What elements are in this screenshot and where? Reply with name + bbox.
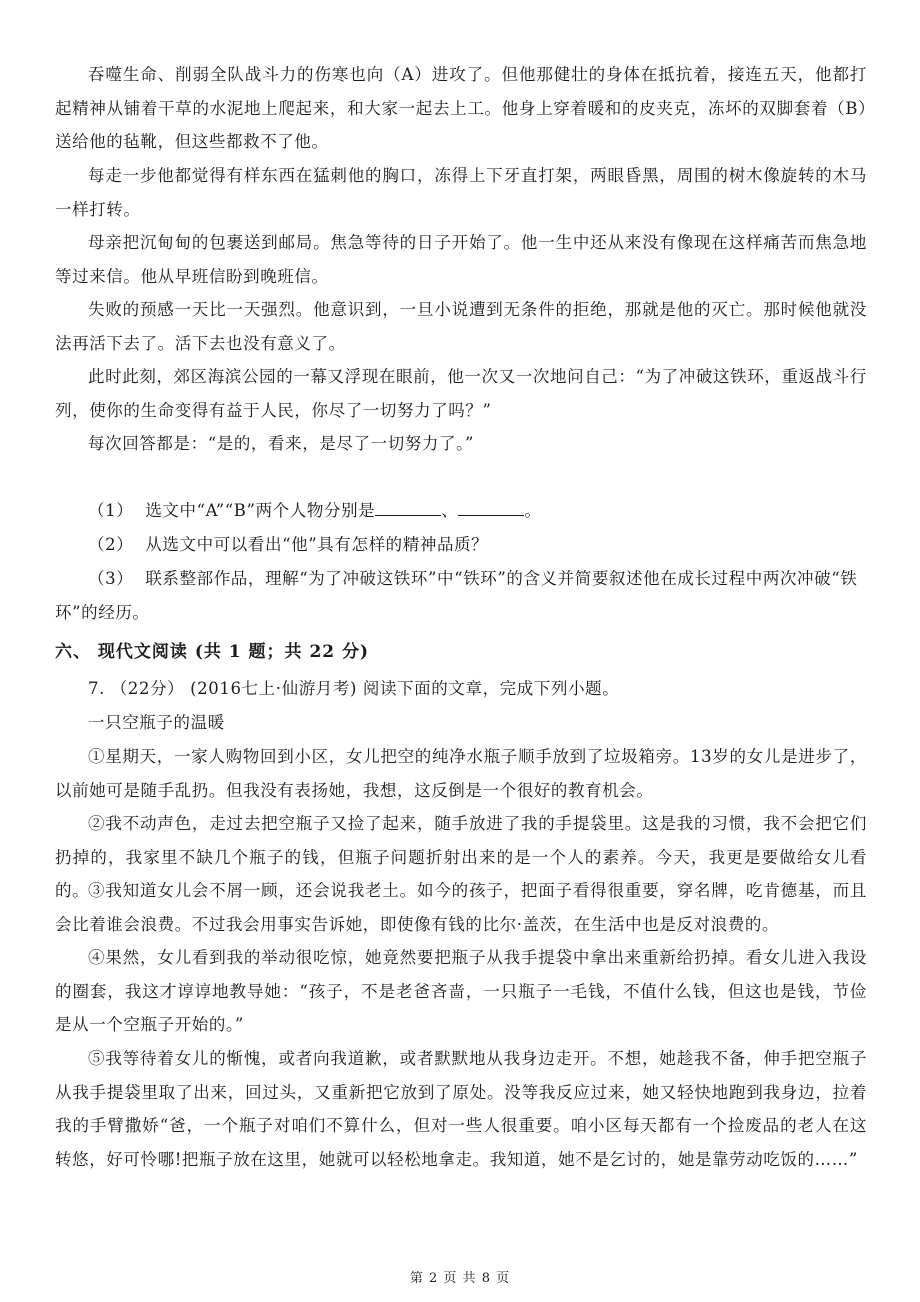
question-1-text: 选文中“A”“B”两个人物分别是 — [145, 501, 376, 520]
article-paragraph-5: ⑤我等待着女儿的惭愧，或者向我道歉，或者默默地从我身边走开。不想，她趁我不备，伸手把空瓶子从我手提袋里取了出来，回过头，又重新把它放到了原处。没等我反应过来，她又轻快地跑到我身边，拉着我的手臂撒娇“爸，一个瓶子对咱们不算什么，但对一些人很重要。咱小区每天都有一个捡废品的老人在这转悠，好可怜哪!把瓶子放在这里，她就可以轻松地拿走。我知道，她不是乞讨的，她是靠劳动吃饭的……” — [55, 1049, 867, 1169]
answer-blank-a[interactable] — [375, 498, 441, 516]
problem-7-header: 7. （22分） (2016七上·仙游月考) 阅读下面的文章，完成下列小题。 — [88, 679, 620, 698]
article-paragraph-3: ③我知道女儿会不屑一顾，还会说我老土。如今的孩子，把面子看得很重要，穿名牌，吃肯德基，而且会比着谁会浪费。不过我会用事实告诉她，即使像有钱的比尔·盖茨，在生活中也是反对浪费的。 — [55, 881, 867, 934]
passage-paragraph-2: 每走一步他都觉得有样东西在猛刺他的胸口，冻得上下牙直打架，两眼昏黑，周围的树木像旋转的木马一样打转。 — [55, 166, 867, 219]
question-3-number: （3） — [88, 569, 134, 588]
answer-blank-b[interactable] — [458, 498, 524, 516]
passage-paragraph-4: 失败的预感一天比一天强烈。他意识到，一旦小说遭到无条件的拒绝，那就是他的灭亡。那时候他就没法再活下去了。活下去也没有意义了。 — [55, 300, 867, 353]
page-number-footer: 第 2 页 共 8 页 — [409, 1271, 511, 1286]
section-heading: 六、 现代文阅读 (共 1 题；共 22 分) — [55, 642, 370, 662]
question-1-number: （1） — [88, 501, 134, 520]
article-paragraph-2: ②我不动声色，走过去把空瓶子又捡了起来，随手放进了我的手提袋里。这是我的习惯，我不会把它们扔掉的，我家里不缺几个瓶子的钱，但瓶子问题折射出来的是一个人的素养。今天，我更是要做给女儿看的。 — [55, 814, 867, 900]
question-3-text: 联系整部作品，理解“为了冲破这铁环”中“铁环”的含义并简要叙述他在成长过程中两次冲破“铁环”的经历。 — [55, 569, 858, 622]
question-2 — [55, 528, 867, 562]
passage-paragraph-5: 此时此刻，郊区海滨公园的一幕又浮现在眼前，他一次又一次地问自己：“为了冲破这铁环，重返战斗行列，使你的生命变得有益于人民，你尽了一切努力了吗？” — [55, 367, 867, 420]
question-3 — [55, 562, 867, 629]
passage-paragraph-1: 吞噬生命、削弱全队战斗力的伤寒也向（A）进攻了。但他那健壮的身体在抵抗着，接连五天，他都打起精神从铺着干草的水泥地上爬起来，和大家一起去上工。他身上穿着暖和的皮夹克，冻坏的双脚套着（B）送给他的毡靴，但这些都救不了他。 — [55, 65, 867, 151]
question-1-end: 。 — [524, 501, 542, 520]
article-paragraph-4: ④果然，女儿看到我的举动很吃惊，她竟然要把瓶子从我手提袋中拿出来重新给扔掉。看女儿进入我设的圈套，我这才谆谆地教导她：“孩子，不是老爸吝啬，一只瓶子一毛钱，不值什么钱，但这也是钱，节俭是从一个空瓶子开始的。” — [55, 948, 867, 1034]
question-2-text: 从选文中可以看出“他”具有怎样的精神品质？ — [145, 535, 489, 554]
question-2-number: （2） — [88, 535, 134, 554]
article-title: 一只空瓶子的温暖 — [88, 713, 225, 732]
passage-paragraph-6: 每次回答都是：“是的，看来，是尽了一切努力了。” — [88, 434, 475, 453]
question-1 — [55, 494, 867, 528]
question-1-separator: 、 — [441, 501, 459, 520]
passage-paragraph-3: 母亲把沉甸甸的包裹送到邮局。焦急等待的日子开始了。他一生中还从来没有像现在这样痛苦而焦急地等过来信。他从早班信盼到晚班信。 — [55, 233, 867, 286]
article-paragraph-1: ①星期天，一家人购物回到小区，女儿把空的纯净水瓶子顺手放到了垃圾箱旁。13岁的女儿是进步了，以前她可是随手乱扔。但我没有表扬她，我想，这反倒是一个很好的教育机会。 — [55, 747, 867, 800]
